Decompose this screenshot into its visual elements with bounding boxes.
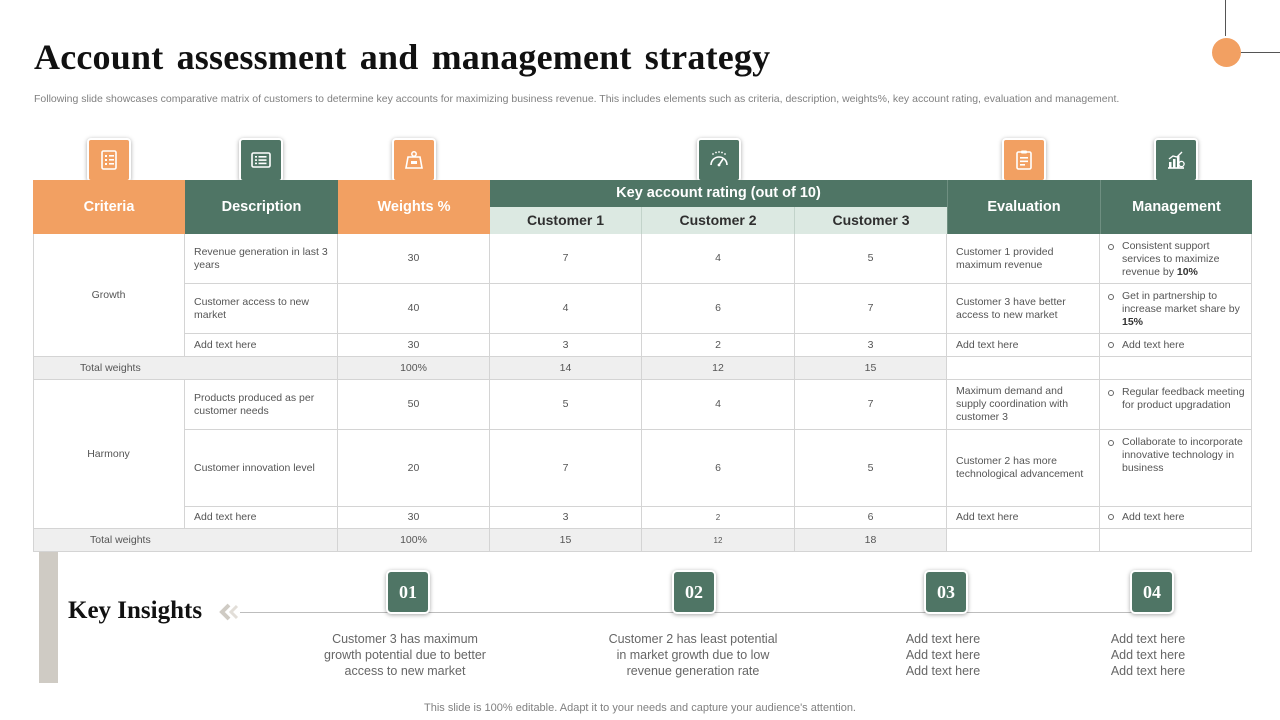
table-cell-description: Revenue generation in last 3 years: [185, 234, 338, 284]
description-header: Description: [185, 180, 338, 234]
table-cell-weight: 50: [338, 380, 490, 430]
table-cell-customer-1: 7: [490, 234, 642, 284]
evaluation-header: Evaluation: [947, 180, 1100, 234]
table-cell-customer-1: 3: [490, 507, 642, 529]
table-cell-weight: 40: [338, 284, 490, 334]
management-text: Regular feedback meeting for product upgradation: [1122, 386, 1245, 411]
table-cell-customer-2: 6: [642, 430, 795, 507]
clipboard-icon: [1002, 138, 1046, 182]
bar-chart-icon: [1154, 138, 1198, 182]
insight-line: access to new market: [344, 664, 466, 678]
table-cell-description: Add text here: [185, 334, 338, 357]
table-cell-management: [1100, 380, 1252, 430]
insight-line: revenue generation rate: [626, 664, 760, 678]
table-cell-customer-1: 5: [490, 380, 642, 430]
criteria-header: Criteria: [33, 180, 185, 234]
table-cell-management: [1100, 430, 1252, 507]
table-cell-management: [1100, 334, 1252, 357]
management-text: Add text here: [1122, 338, 1185, 351]
page-subtitle: Following slide showcases comparative matrix of customers to determine key accounts for maximizing business revenue. This includes elements such as criteria, description, weights%, key account rating, evaluation and management.: [34, 93, 1120, 105]
bullet-icon: [1108, 294, 1114, 300]
table-cell-weight: 30: [338, 234, 490, 284]
table-cell-evaluation: Maximum demand and supply coordination with customer 3: [947, 380, 1100, 430]
bullet-icon: [1108, 390, 1114, 396]
insight-line: Add text here: [1110, 664, 1186, 678]
table-cell-evaluation: Customer 3 have better access to new market: [947, 284, 1100, 334]
table-cell-description: Add text here: [185, 507, 338, 529]
total-weights-label: Total weights: [33, 529, 338, 552]
table-cell-description: Products produced as per customer needs: [185, 380, 338, 430]
management-text: Add text here: [1122, 511, 1185, 523]
bullet-icon: [1108, 244, 1114, 250]
table-cell-customer-1: 4: [490, 284, 642, 334]
management-header: Management: [1100, 180, 1252, 234]
key-insights-title: Key Insights: [68, 597, 203, 624]
total-customer-3: 15: [795, 357, 947, 380]
weights-header: Weights %: [338, 180, 490, 234]
total-management-empty: [1100, 529, 1252, 552]
list-icon: [239, 138, 283, 182]
title-deco-vline: [1225, 0, 1226, 36]
insight-number-badge: 04: [1130, 570, 1174, 614]
table-cell-description: Customer access to new market: [185, 284, 338, 334]
table-cell-customer-1: 7: [490, 430, 642, 507]
table-cell-weight: 30: [338, 507, 490, 529]
table-cell-customer-3: 3: [795, 334, 947, 357]
table-cell-management: [1100, 507, 1252, 529]
management-highlight: 10%: [1176, 266, 1198, 278]
table-cell-customer-3: 7: [795, 380, 947, 430]
table-cell-management: [1100, 234, 1252, 284]
key-insights-accent-bar: [39, 552, 58, 683]
table-cell-customer-3: 5: [795, 234, 947, 284]
insight-line: growth potential due to better: [324, 648, 486, 662]
total-weight: 100%: [338, 529, 490, 552]
insight-text: [1048, 631, 1248, 679]
table-cell-customer-2: 6: [642, 284, 795, 334]
customer-2-header: Customer 2: [642, 207, 795, 234]
customer-1-header: Customer 1: [490, 207, 642, 234]
table-cell-description: Customer innovation level: [185, 430, 338, 507]
bullet-icon: [1108, 440, 1114, 446]
criteria-growth: Growth: [33, 234, 185, 357]
insight-number-badge: 03: [924, 570, 968, 614]
total-customer-2: 12: [642, 529, 795, 552]
bullet-icon: [1108, 342, 1114, 348]
insight-line: Add text here: [905, 664, 981, 678]
total-evaluation-empty: [947, 357, 1100, 380]
insight-line: in market growth due to low: [616, 648, 770, 662]
table-cell-customer-3: 6: [795, 507, 947, 529]
table-cell-management: [1100, 284, 1252, 334]
criteria-harmony: Harmony: [33, 380, 185, 529]
insight-text: [305, 631, 505, 679]
table-cell-evaluation: Customer 2 has more technological advancement: [947, 430, 1100, 507]
table-cell-evaluation: Add text here: [947, 334, 1100, 357]
insight-line: Add text here: [1110, 632, 1186, 646]
management-text: Get in partnership to increase market share by: [1122, 290, 1240, 315]
weight-icon: [392, 138, 436, 182]
insight-text: [593, 631, 793, 679]
table-cell-customer-2: 4: [642, 234, 795, 284]
total-evaluation-empty: [947, 529, 1100, 552]
checklist-icon: [87, 138, 131, 182]
management-text: Consistent support services to maximize revenue by: [1122, 240, 1220, 278]
total-customer-3: 18: [795, 529, 947, 552]
table-cell-customer-3: 5: [795, 430, 947, 507]
insight-line: Add text here: [905, 632, 981, 646]
table-cell-evaluation: Add text here: [947, 507, 1100, 529]
total-weights-label: Total weights: [33, 357, 338, 380]
insight-line: Customer 2 has least potential: [608, 632, 778, 646]
assessment-matrix: [33, 180, 1252, 552]
insight-text: [843, 631, 1043, 679]
insight-number-badge: 01: [386, 570, 430, 614]
insight-line: Customer 3 has maximum: [332, 632, 478, 646]
total-customer-1: 15: [490, 529, 642, 552]
page-title: Account assessment and management strategy: [34, 37, 771, 77]
total-management-empty: [1100, 357, 1252, 380]
title-deco-circle: [1212, 38, 1241, 67]
customer-3-header: Customer 3: [795, 207, 947, 234]
total-customer-2: 12: [642, 357, 795, 380]
insight-line: Add text here: [905, 648, 981, 662]
table-cell-evaluation: Customer 1 provided maximum revenue: [947, 234, 1100, 284]
total-customer-1: 14: [490, 357, 642, 380]
footer-note: This slide is 100% editable. Adapt it to your needs and capture your audience's attention.: [424, 702, 856, 714]
table-cell-weight: 20: [338, 430, 490, 507]
total-weight: 100%: [338, 357, 490, 380]
key-account-rating-header: Key account rating (out of 10): [490, 180, 947, 207]
table-cell-customer-1: 3: [490, 334, 642, 357]
insight-line: Add text here: [1110, 648, 1186, 662]
management-highlight: 15%: [1122, 316, 1144, 328]
table-cell-customer-2: 2: [642, 334, 795, 357]
table-cell-customer-2: 2: [642, 507, 795, 529]
insight-number-badge: 02: [672, 570, 716, 614]
title-deco-hline: [1240, 52, 1280, 53]
gauge-icon: [697, 138, 741, 182]
table-cell-customer-3: 7: [795, 284, 947, 334]
table-cell-weight: 30: [338, 334, 490, 357]
table-cell-customer-2: 4: [642, 380, 795, 430]
bullet-icon: [1108, 514, 1114, 520]
management-text: Collaborate to incorporate innovative technology in business: [1122, 436, 1243, 474]
